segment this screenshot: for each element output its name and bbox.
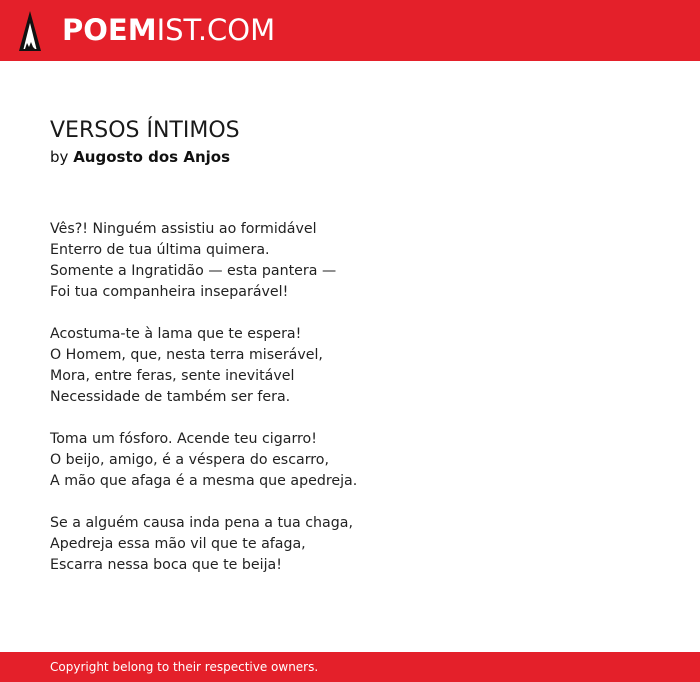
poem-header <box>50 117 240 167</box>
logo-light-text: IST.COM <box>156 13 276 47</box>
poem-line: O beijo, amigo, é a véspera do escarro, <box>50 452 329 468</box>
poem-line: Vês?! Ninguém assistiu ao formidável <box>50 221 317 237</box>
poem-line: Mora, entre feras, sente inevitável <box>50 368 295 384</box>
poem-line: O Homem, que, nesta terra miserável, <box>50 347 323 363</box>
stanza <box>50 324 650 408</box>
copyright-text: Copyright belong to their respective owners. <box>50 660 319 674</box>
poem-line: Apedreja essa mão vil que te afaga, <box>50 536 306 552</box>
poem-title: VERSOS ÍNTIMOS <box>50 118 240 143</box>
poem-line: Escarra nessa boca que te beija! <box>50 557 282 573</box>
poem-line: Necessidade de também ser fera. <box>50 389 291 405</box>
byline <box>50 147 240 167</box>
footer-bar <box>0 652 700 682</box>
poem-body <box>50 219 650 597</box>
poem-line: Foi tua companheira inseparável! <box>50 284 289 300</box>
poem-line: Se a alguém causa inda pena a tua chaga, <box>50 515 353 531</box>
stanza <box>50 429 650 492</box>
byline-prefix: by <box>50 148 69 166</box>
logo-bold-text: POEM <box>62 13 157 47</box>
stanza <box>50 219 650 303</box>
pencil-tip-icon <box>18 10 42 52</box>
poem-line: Enterro de tua última quimera. <box>50 242 270 258</box>
poem-line: Acostuma-te à lama que te espera! <box>50 326 302 342</box>
stanza <box>50 513 650 576</box>
header-bar <box>0 0 700 61</box>
poem-line: A mão que afaga é a mesma que apedreja. <box>50 473 358 489</box>
poem-line: Somente a Ingratidão — esta pantera — <box>50 263 337 279</box>
site-logo[interactable] <box>62 11 275 49</box>
poem-line: Toma um fósforo. Acende teu cigarro! <box>50 431 317 447</box>
author-name: Augosto dos Anjos <box>73 148 230 166</box>
